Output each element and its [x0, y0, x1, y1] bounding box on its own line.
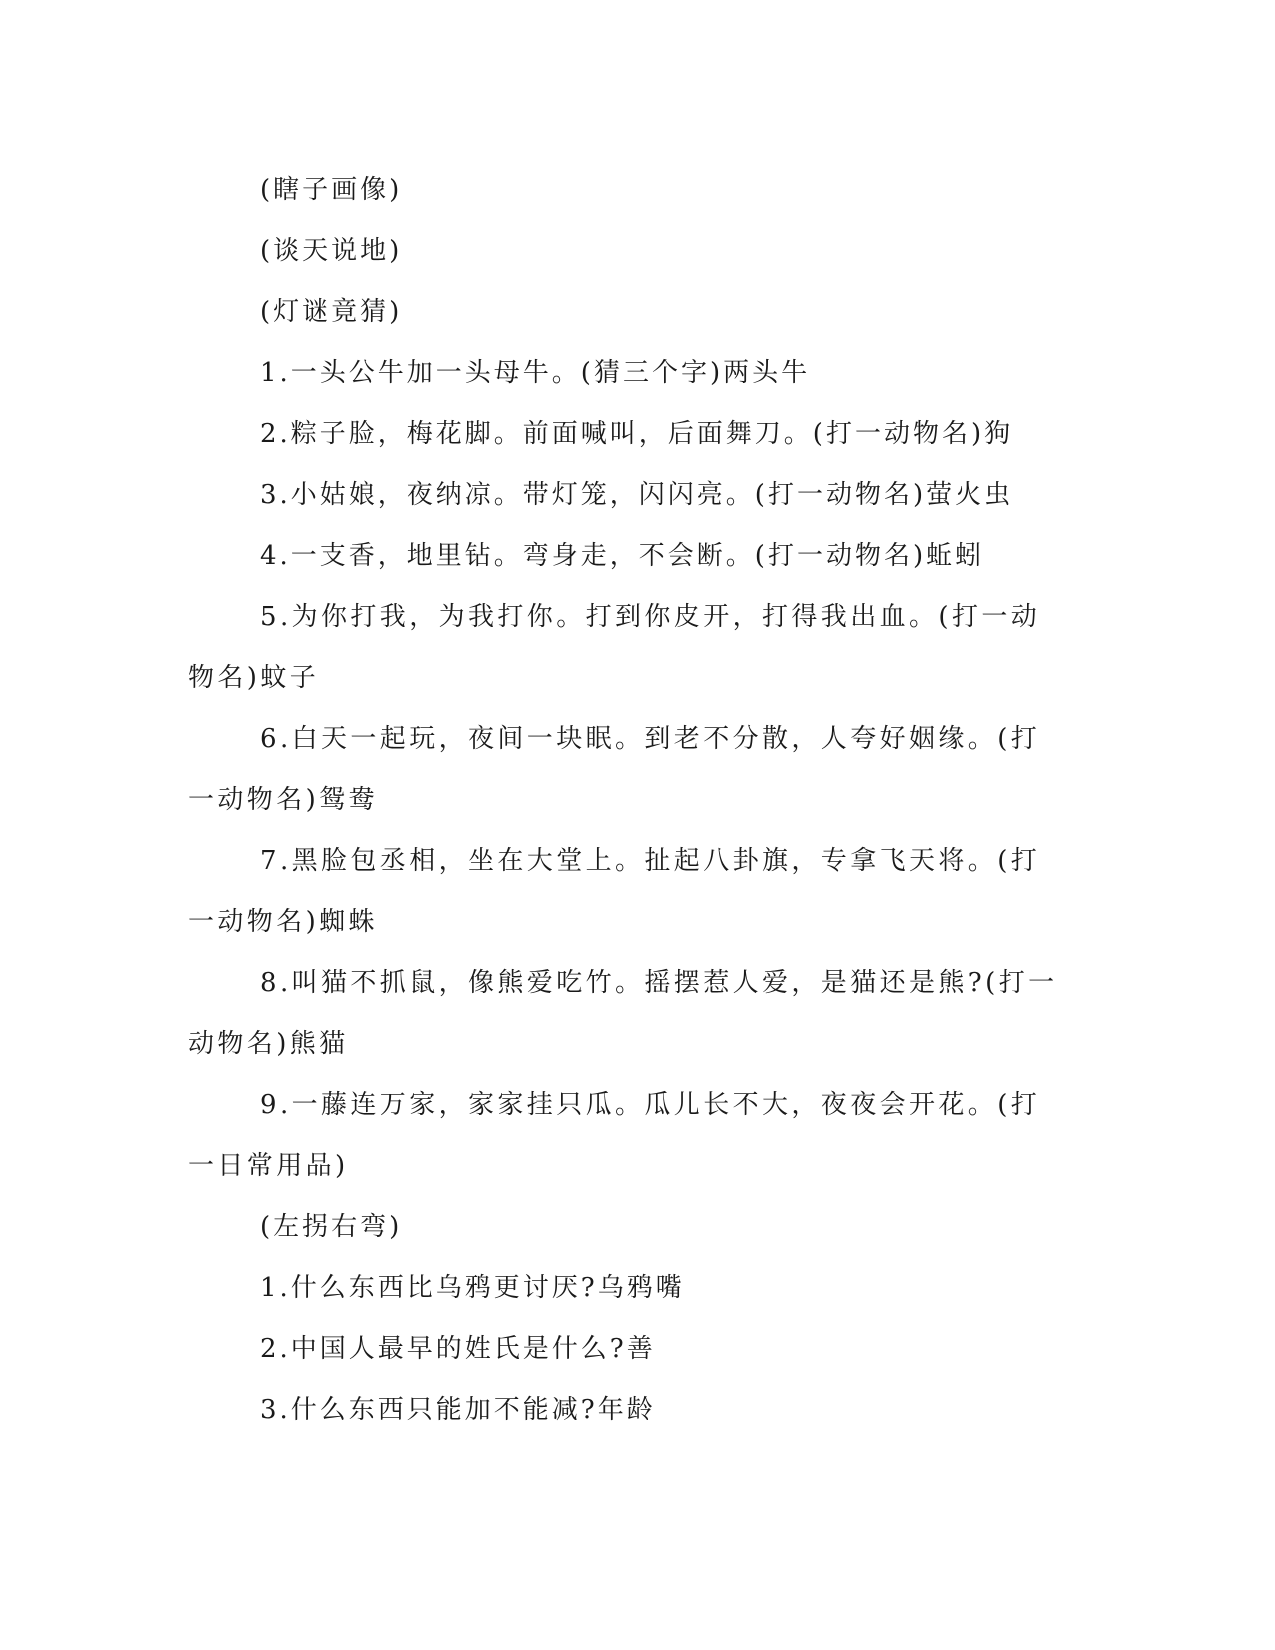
riddle-item-5: 5.为你打我，为我打你。打到你皮开，打得我出血。(打一动物名)蚊子: [188, 602, 1041, 693]
section-heading-blind-portrait: (瞎子画像): [260, 175, 403, 205]
section-heading-lantern-riddles: (灯谜竟猜): [260, 297, 403, 327]
riddle-item-9: 9.一藤连万家，家家挂只瓜。瓜儿长不大，夜夜会开花。(打一日常用品): [188, 1090, 1041, 1181]
riddle-item-6: 6.白天一起玩，夜间一块眠。到老不分散，人夸好姻缘。(打一动物名)鸳鸯: [188, 724, 1041, 815]
riddle-item-2: 2.粽子脸，梅花脚。前面喊叫，后面舞刀。(打一动物名)狗: [260, 419, 1014, 449]
teaser-item-1: 1.什么东西比乌鸦更讨厌?乌鸦嘴: [260, 1273, 685, 1303]
document-body: [188, 160, 1068, 1441]
section-heading-brain-teasers: (左拐右弯): [260, 1212, 403, 1242]
riddle-item-7: 7.黑脸包丞相，坐在大堂上。扯起八卦旗，专拿飞天将。(打一动物名)蜘蛛: [188, 846, 1041, 937]
section-heading-chat: (谈天说地): [260, 236, 403, 266]
teaser-item-3: 3.什么东西只能加不能减?年龄: [260, 1395, 656, 1425]
teaser-item-2: 2.中国人最早的姓氏是什么?善: [260, 1334, 656, 1364]
riddle-item-3: 3.小姑娘，夜纳凉。带灯笼，闪闪亮。(打一动物名)萤火虫: [260, 480, 1014, 510]
riddle-item-4: 4.一支香，地里钻。弯身走，不会断。(打一动物名)蚯蚓: [260, 541, 985, 571]
riddle-item-8: 8.叫猫不抓鼠，像熊爱吃竹。摇摆惹人爱，是猫还是熊?(打一动物名)熊猫: [188, 968, 1058, 1059]
riddle-item-1: 1.一头公牛加一头母牛。(猜三个字)两头牛: [260, 358, 811, 388]
